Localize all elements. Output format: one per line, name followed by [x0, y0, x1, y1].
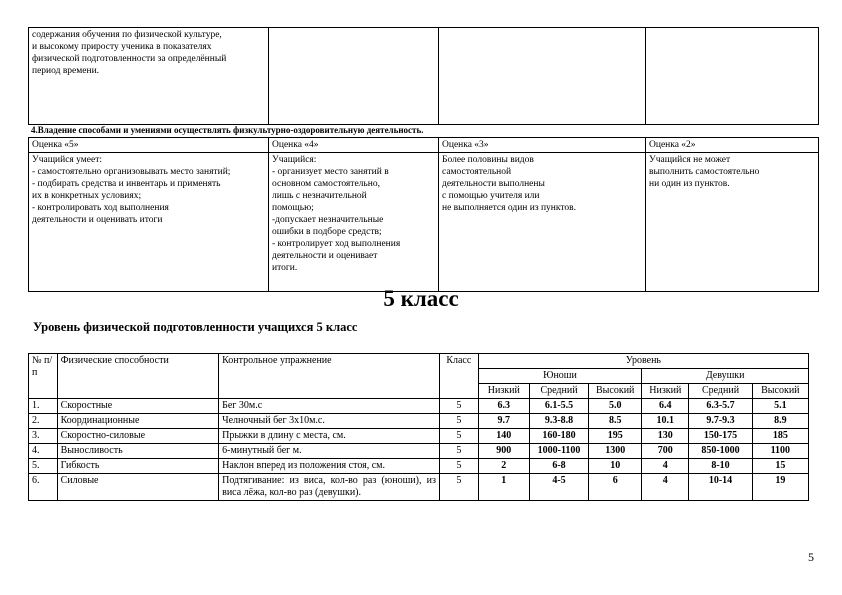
- table-caption: Уровень физической подготовленности учащихся 5 класс: [33, 320, 358, 334]
- boys-low: 1: [478, 474, 529, 501]
- grade-2-header: Оценка «2»: [646, 138, 819, 153]
- text-line: основном самостоятельно,: [272, 179, 380, 189]
- criteria-table-continued: [28, 27, 819, 125]
- text-line: ни один из пунктов.: [649, 179, 730, 189]
- text-line: самостоятельной: [442, 167, 512, 177]
- text-line: выполнить самостоятельно: [649, 167, 760, 177]
- boys-high: 6: [589, 474, 642, 501]
- girls-high: 1100: [752, 444, 808, 459]
- row-exercise: Прыжки в длину с места, см.: [219, 429, 440, 444]
- header-class: Класс: [439, 354, 478, 399]
- text-line: и высокому приросту ученика в показателях: [32, 42, 212, 52]
- boys-mid: 6.1-5.5: [529, 399, 588, 414]
- boys-mid: 9.3-8.8: [529, 414, 588, 429]
- empty-cell: [439, 28, 646, 125]
- boys-low: 6.3: [478, 399, 529, 414]
- text-line: Учащийся не может: [649, 155, 731, 165]
- text-line: период времени.: [32, 66, 100, 76]
- table-row: [29, 474, 809, 501]
- boys-low: 2: [478, 459, 529, 474]
- section-4-title: 4.Владение способами и умениями осуществлять физкультурно-оздоровительную деятельность.: [31, 125, 424, 135]
- table-row: [29, 429, 809, 444]
- text-line: - контролирует ход выполнения: [272, 239, 401, 249]
- empty-cell: [646, 28, 819, 125]
- row-class: 5: [439, 444, 478, 459]
- header-exercise: Контрольное упражнение: [219, 354, 440, 399]
- girls-mid: 9.7-9.3: [689, 414, 752, 429]
- row-class: 5: [439, 429, 478, 444]
- boys-high: 8.5: [589, 414, 642, 429]
- text-line: ошибки в подборе средств;: [272, 227, 382, 237]
- section-4-table: [28, 137, 819, 292]
- boys-high: 5.0: [589, 399, 642, 414]
- row-exercise: Бег 30м.с: [219, 399, 440, 414]
- girls-low: 4: [642, 474, 689, 501]
- row-exercise: Подтягивание: из виса, кол-во раз (юноши), из виса лёжа, кол-во раз (девушки).: [219, 474, 440, 501]
- header-boys-high: Высокий: [589, 384, 642, 399]
- boys-mid: 4-5: [529, 474, 588, 501]
- row-class: 5: [439, 399, 478, 414]
- row-class: 5: [439, 459, 478, 474]
- page-number: 5: [808, 550, 814, 564]
- grade-2-criteria: [646, 153, 819, 292]
- girls-low: 700: [642, 444, 689, 459]
- boys-mid: 160-180: [529, 429, 588, 444]
- row-number: 3.: [29, 429, 58, 444]
- row-ability: Гибкость: [57, 459, 219, 474]
- girls-mid: 6.3-5.7: [689, 399, 752, 414]
- text-line: - контролировать ход выполнения: [32, 203, 169, 213]
- text-line: итоги.: [272, 263, 298, 273]
- header-ability: Физические способности: [57, 354, 219, 399]
- row-number: 5.: [29, 459, 58, 474]
- boys-high: 10: [589, 459, 642, 474]
- text-line: деятельности выполнены: [442, 179, 545, 189]
- boys-high: 195: [589, 429, 642, 444]
- girls-mid: 8-10: [689, 459, 752, 474]
- grade-5-criteria: [29, 153, 269, 292]
- table-row: [29, 444, 809, 459]
- girls-high: 5.1: [752, 399, 808, 414]
- table-row: [29, 399, 809, 414]
- text-line: - подбирать средства и инвентарь и применять: [32, 179, 221, 189]
- boys-mid: 1000-1100: [529, 444, 588, 459]
- row-exercise: Наклон вперед из положения стоя, см.: [219, 459, 440, 474]
- row-number: 6.: [29, 474, 58, 501]
- row-number: 1.: [29, 399, 58, 414]
- text-line: деятельности и оценивает: [272, 251, 378, 261]
- text-line: физической подготовленности за определённый: [32, 54, 227, 64]
- row-class: 5: [439, 414, 478, 429]
- header-girls: Девушки: [642, 369, 809, 384]
- row-ability: Скоростные: [57, 399, 219, 414]
- girls-mid: 850-1000: [689, 444, 752, 459]
- row-ability: Силовые: [57, 474, 219, 501]
- boys-high: 1300: [589, 444, 642, 459]
- text-line: Учащийся:: [272, 155, 317, 165]
- girls-high: 19: [752, 474, 808, 501]
- text-line: лишь с незначительной: [272, 191, 367, 201]
- girls-low: 4: [642, 459, 689, 474]
- header-boys-mid: Средний: [529, 384, 588, 399]
- boys-low: 9.7: [478, 414, 529, 429]
- text-line: деятельности и оценивать итоги: [32, 215, 163, 225]
- grade-4-header: Оценка «4»: [269, 138, 439, 153]
- grade-3-header: Оценка «3»: [439, 138, 646, 153]
- text-line: Более половины видов: [442, 155, 534, 165]
- boys-low: 900: [478, 444, 529, 459]
- text-line: содержания обучения по физической культуре,: [32, 30, 222, 40]
- row-number: 2.: [29, 414, 58, 429]
- text-line: их в конкретных условиях;: [32, 191, 142, 201]
- table-row: [29, 414, 809, 429]
- header-boys: Юноши: [478, 369, 642, 384]
- girls-high: 185: [752, 429, 808, 444]
- row-exercise: 6-минутный бег м.: [219, 444, 440, 459]
- header-girls-low: Низкий: [642, 384, 689, 399]
- text-line: с помощью учителя или: [442, 191, 540, 201]
- text-line: -допускает незначительные: [272, 215, 384, 225]
- row-ability: Скоростно-силовые: [57, 429, 219, 444]
- grade-4-criteria: [269, 153, 439, 292]
- girls-high: 8.9: [752, 414, 808, 429]
- table-row: [29, 459, 809, 474]
- text-line: - организует место занятий в: [272, 167, 389, 177]
- fitness-level-table: [28, 353, 809, 501]
- girls-mid: 10-14: [689, 474, 752, 501]
- girls-low: 10.1: [642, 414, 689, 429]
- grade-5-header: Оценка «5»: [29, 138, 269, 153]
- boys-mid: 6-8: [529, 459, 588, 474]
- row-exercise: Челночный бег 3х10м.с.: [219, 414, 440, 429]
- header-number: № п/п: [29, 354, 58, 399]
- text-line: помощью;: [272, 203, 314, 213]
- row-class: 5: [439, 474, 478, 501]
- girls-low: 130: [642, 429, 689, 444]
- text-line: не выполняется один из пунктов.: [442, 203, 577, 213]
- boys-low: 140: [478, 429, 529, 444]
- header-boys-low: Низкий: [478, 384, 529, 399]
- row-ability: Координационные: [57, 414, 219, 429]
- text-line: - самостоятельно организовывать место занятий;: [32, 167, 231, 177]
- top-cell-text: [29, 28, 269, 125]
- empty-cell: [269, 28, 439, 125]
- header-girls-mid: Средний: [689, 384, 752, 399]
- girls-high: 15: [752, 459, 808, 474]
- header-level: Уровень: [478, 354, 808, 369]
- text-line: Учащийся умеет:: [32, 155, 103, 165]
- grade-heading: 5 класс: [383, 286, 459, 311]
- row-number: 4.: [29, 444, 58, 459]
- row-ability: Выносливость: [57, 444, 219, 459]
- grade-3-criteria: [439, 153, 646, 292]
- girls-low: 6.4: [642, 399, 689, 414]
- girls-mid: 150-175: [689, 429, 752, 444]
- header-girls-high: Высокий: [752, 384, 808, 399]
